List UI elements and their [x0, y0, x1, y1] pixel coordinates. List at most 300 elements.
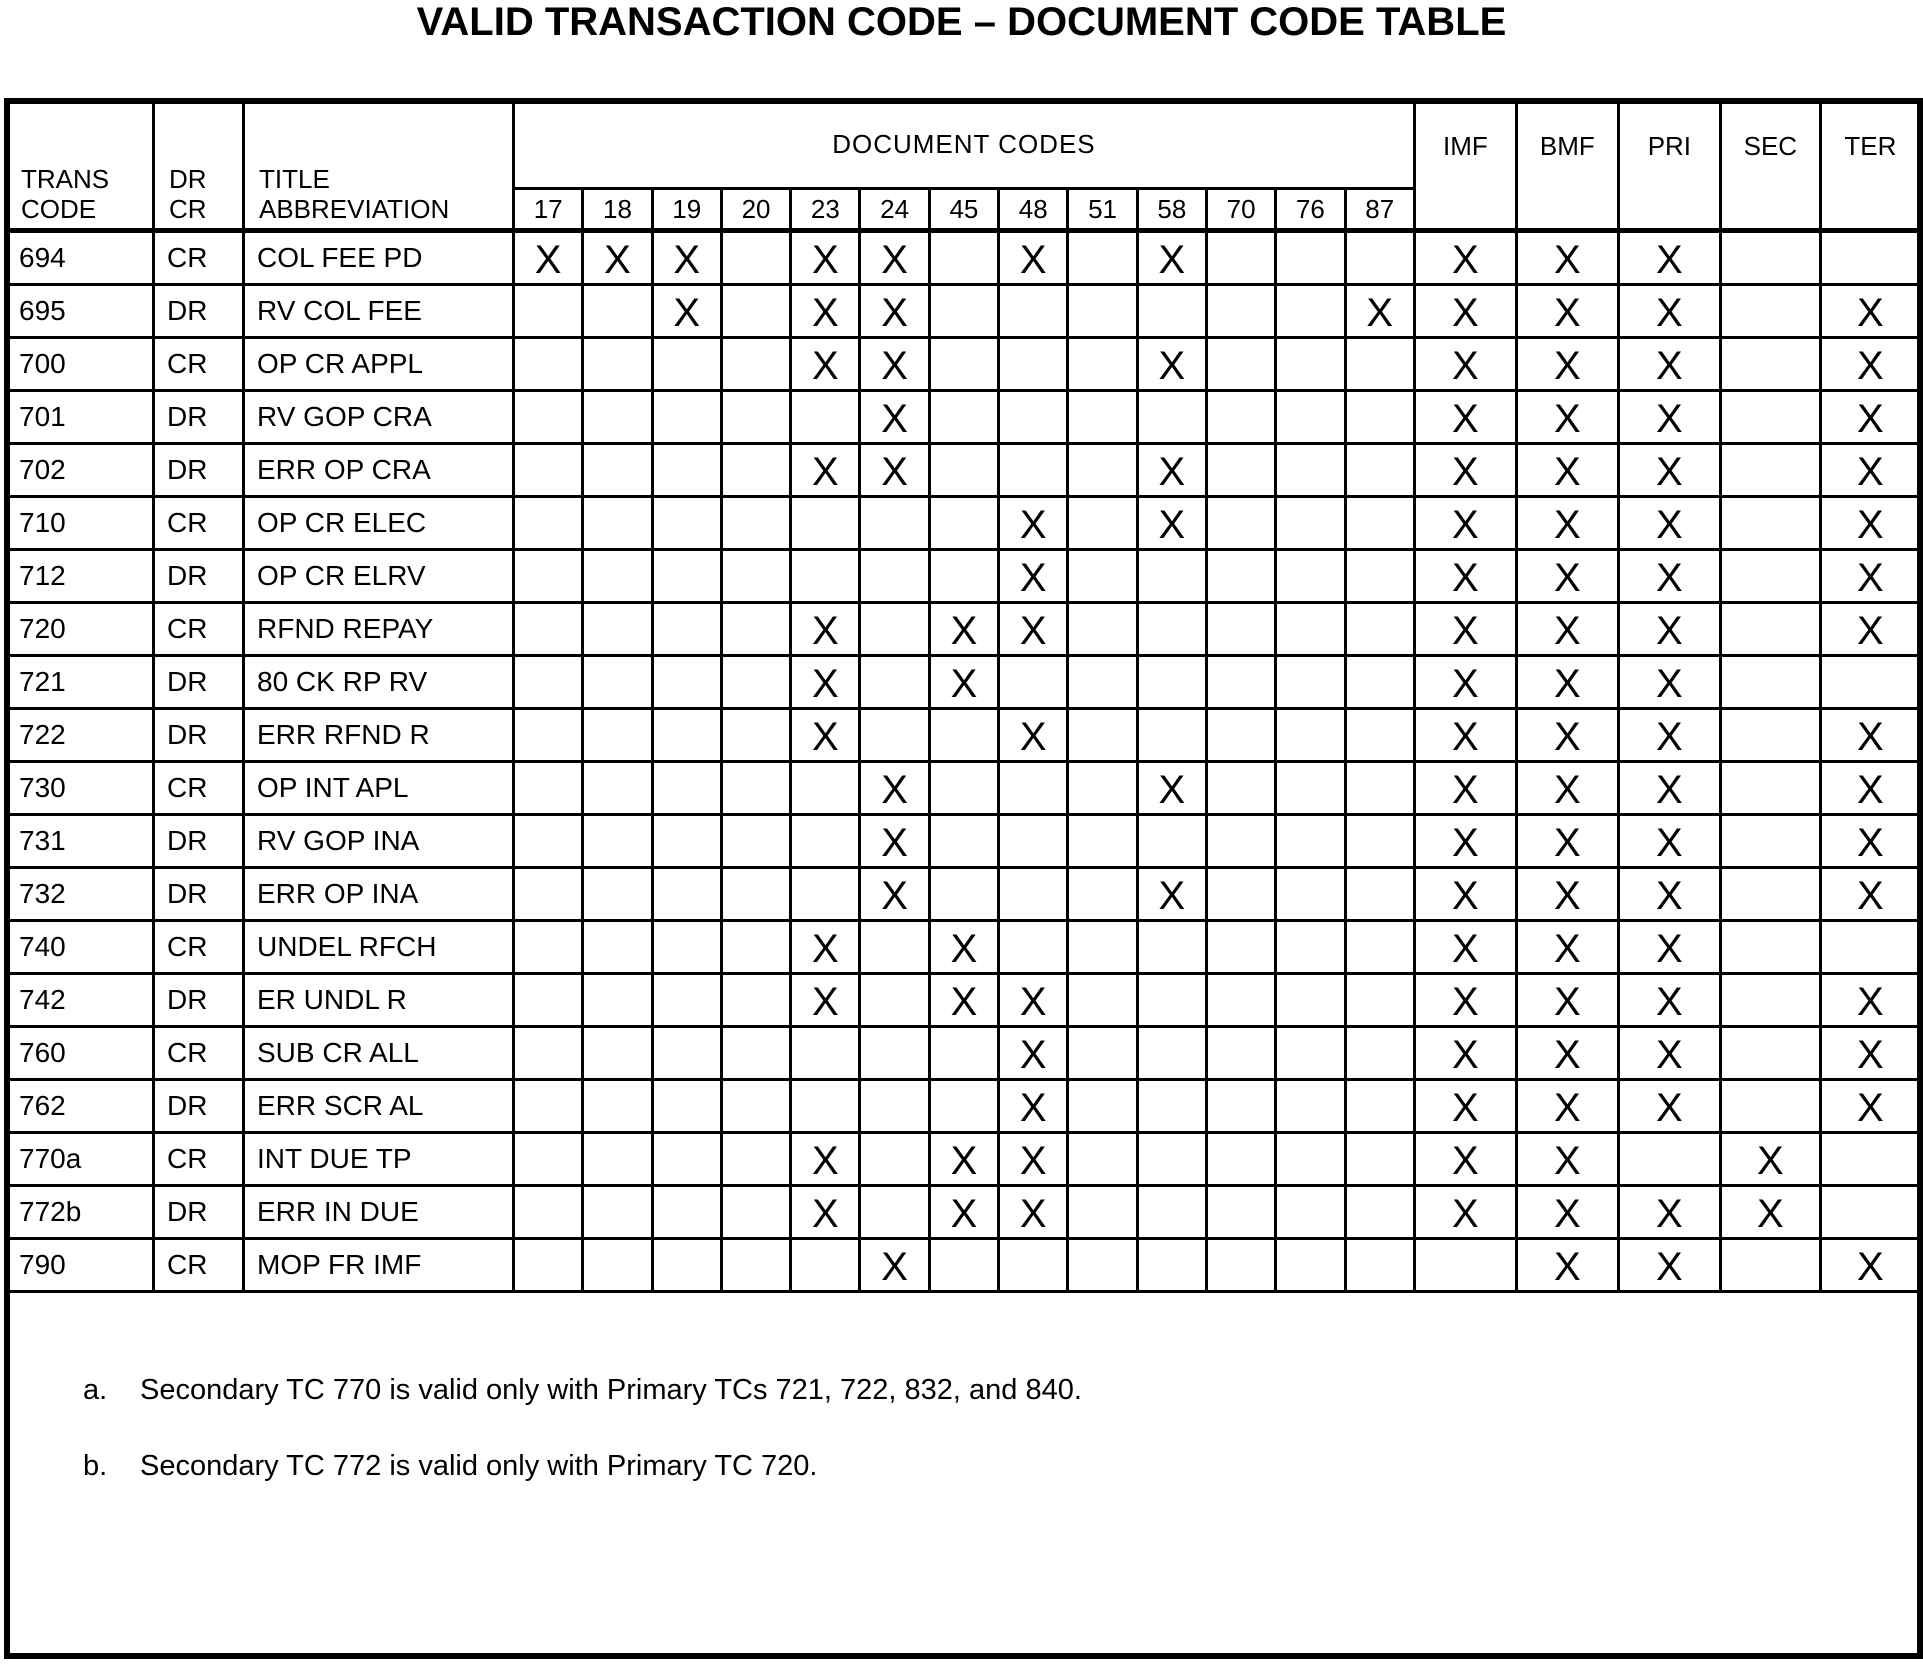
doc-code-18-cell — [583, 550, 652, 603]
doc-code-70-cell — [1206, 1239, 1275, 1292]
doc-code-76-cell — [1276, 1186, 1345, 1239]
header-doc-code: 17 — [514, 189, 583, 231]
imf-cell — [1414, 550, 1516, 603]
doc-code-17-cell — [514, 550, 583, 603]
doc-code-23-cell — [791, 391, 860, 444]
doc-code-76-cell — [1276, 1239, 1345, 1292]
table-row — [6, 1080, 1921, 1133]
x-mark: X — [881, 874, 908, 918]
doc-code-24-cell — [860, 444, 929, 497]
doc-code-23-cell — [791, 603, 860, 656]
doc-code-24-cell — [860, 338, 929, 391]
x-mark: X — [950, 609, 978, 653]
doc-code-24-cell — [860, 762, 929, 815]
doc-code-51-cell — [1068, 762, 1137, 815]
ter-cell — [1820, 1027, 1920, 1080]
imf-cell — [1414, 497, 1516, 550]
doc-code-70-cell — [1206, 1133, 1275, 1186]
dr-cr-cell: DR — [154, 709, 244, 762]
x-mark: X — [1158, 450, 1186, 494]
doc-code-48-cell — [999, 550, 1068, 603]
sec-cell — [1720, 444, 1820, 497]
x-mark: X — [1857, 556, 1884, 600]
title-abbreviation-cell: ERR IN DUE — [244, 1186, 514, 1239]
doc-code-51-cell — [1068, 1080, 1137, 1133]
doc-code-51-cell — [1068, 1186, 1137, 1239]
doc-code-48-cell — [999, 1186, 1068, 1239]
trans-code-cell: 712 — [6, 550, 154, 603]
x-mark: X — [881, 397, 908, 441]
x-mark: X — [1656, 980, 1683, 1024]
doc-code-19-cell — [652, 815, 721, 868]
doc-code-17-cell — [514, 497, 583, 550]
x-mark: X — [950, 1139, 978, 1183]
x-mark: X — [881, 768, 908, 812]
title-abbreviation-cell: RV COL FEE — [244, 285, 514, 338]
header-title-line1: TITLE — [259, 164, 330, 194]
dr-cr-cell: DR — [154, 444, 244, 497]
header-trans-code — [6, 100, 154, 231]
table-row — [6, 1186, 1921, 1239]
ter-cell — [1820, 497, 1920, 550]
title-abbreviation-cell: MOP FR IMF — [244, 1239, 514, 1292]
doc-code-18-cell — [583, 921, 652, 974]
doc-code-76-cell — [1276, 231, 1345, 285]
doc-code-17-cell — [514, 656, 583, 709]
doc-code-45-cell — [929, 974, 998, 1027]
bmf-cell — [1516, 762, 1618, 815]
doc-code-70-cell — [1206, 1186, 1275, 1239]
imf-cell — [1414, 338, 1516, 391]
sec-cell — [1720, 1080, 1820, 1133]
header-doc-code: 19 — [652, 189, 721, 231]
ter-cell — [1820, 231, 1920, 285]
doc-code-23-cell — [791, 338, 860, 391]
header-doc-code: 58 — [1137, 189, 1206, 231]
doc-code-58-cell — [1137, 1186, 1206, 1239]
x-mark: X — [1857, 344, 1884, 388]
doc-code-58-cell — [1137, 285, 1206, 338]
x-mark: X — [1554, 609, 1581, 653]
x-mark: X — [881, 821, 908, 865]
x-mark: X — [1857, 874, 1884, 918]
doc-code-48-cell — [999, 974, 1068, 1027]
doc-code-23-cell — [791, 1027, 860, 1080]
doc-code-76-cell — [1276, 550, 1345, 603]
doc-code-58-cell — [1137, 550, 1206, 603]
doc-code-48-cell — [999, 231, 1068, 285]
x-mark: X — [1452, 821, 1479, 865]
imf-cell — [1414, 1186, 1516, 1239]
x-mark: X — [1554, 450, 1581, 494]
x-mark: X — [1019, 609, 1047, 653]
doc-code-48-cell — [999, 1133, 1068, 1186]
doc-code-58-cell — [1137, 338, 1206, 391]
doc-code-20-cell — [721, 338, 790, 391]
doc-code-19-cell — [652, 285, 721, 338]
doc-code-20-cell — [721, 1080, 790, 1133]
ter-cell — [1820, 338, 1920, 391]
imf-cell — [1414, 656, 1516, 709]
doc-code-24-cell — [860, 815, 929, 868]
trans-code-cell: 732 — [6, 868, 154, 921]
x-mark: X — [1158, 768, 1186, 812]
ter-cell — [1820, 1239, 1920, 1292]
doc-code-24-cell — [860, 868, 929, 921]
doc-code-23-cell — [791, 1133, 860, 1186]
doc-code-70-cell — [1206, 231, 1275, 285]
x-mark: X — [811, 980, 839, 1024]
imf-cell — [1414, 921, 1516, 974]
doc-code-58-cell — [1137, 497, 1206, 550]
doc-code-87-cell — [1345, 815, 1414, 868]
doc-code-87-cell — [1345, 762, 1414, 815]
doc-code-17-cell — [514, 231, 583, 285]
x-mark: X — [604, 238, 631, 282]
doc-code-23-cell — [791, 709, 860, 762]
doc-code-48-cell — [999, 1080, 1068, 1133]
doc-code-45-cell — [929, 1133, 998, 1186]
doc-code-76-cell — [1276, 338, 1345, 391]
header-doc-code: 23 — [791, 189, 860, 231]
x-mark: X — [534, 238, 562, 282]
trans-code-cell: 772b — [6, 1186, 154, 1239]
bmf-cell — [1516, 497, 1618, 550]
doc-code-19-cell — [652, 231, 721, 285]
doc-code-58-cell — [1137, 603, 1206, 656]
page-title: VALID TRANSACTION CODE – DOCUMENT CODE TABLE — [416, 0, 1507, 44]
doc-code-51-cell — [1068, 603, 1137, 656]
doc-code-17-cell — [514, 338, 583, 391]
imf-cell — [1414, 1133, 1516, 1186]
ter-cell — [1820, 1186, 1920, 1239]
header-doc-code: 18 — [583, 189, 652, 231]
sec-cell — [1720, 231, 1820, 285]
doc-code-18-cell — [583, 391, 652, 444]
table-row — [6, 231, 1921, 285]
x-mark: X — [1857, 1033, 1884, 1077]
sec-cell — [1720, 1186, 1820, 1239]
imf-cell — [1414, 762, 1516, 815]
doc-code-17-cell — [514, 1133, 583, 1186]
doc-code-20-cell — [721, 497, 790, 550]
pri-cell — [1618, 285, 1720, 338]
x-mark: X — [1019, 1086, 1047, 1130]
doc-code-45-cell — [929, 1239, 998, 1292]
x-mark: X — [881, 291, 908, 335]
trans-code-cell: 740 — [6, 921, 154, 974]
footnote-text: Secondary TC 770 is valid only with Primary TCs 721, 722, 832, and 840. — [140, 1374, 1082, 1406]
x-mark: X — [1019, 1192, 1047, 1236]
doc-code-70-cell — [1206, 497, 1275, 550]
x-mark: X — [811, 1139, 839, 1183]
doc-code-20-cell — [721, 1186, 790, 1239]
doc-code-24-cell — [860, 1027, 929, 1080]
imf-cell — [1414, 868, 1516, 921]
trans-code-cell: 730 — [6, 762, 154, 815]
doc-code-24-cell — [860, 1133, 929, 1186]
doc-code-76-cell — [1276, 603, 1345, 656]
doc-code-70-cell — [1206, 603, 1275, 656]
doc-code-20-cell — [721, 285, 790, 338]
title-abbreviation-cell: COL FEE PD — [244, 231, 514, 285]
doc-code-87-cell — [1345, 285, 1414, 338]
doc-code-20-cell — [721, 921, 790, 974]
doc-code-17-cell — [514, 709, 583, 762]
title-abbreviation-cell: OP CR APPL — [244, 338, 514, 391]
title-abbreviation-cell: RV GOP CRA — [244, 391, 514, 444]
footnote-letter: a. — [83, 1374, 108, 1406]
header-doc-code: 48 — [999, 189, 1068, 231]
x-mark: X — [811, 715, 839, 759]
table-row — [6, 1133, 1921, 1186]
doc-code-70-cell — [1206, 550, 1275, 603]
doc-code-51-cell — [1068, 1027, 1137, 1080]
header-row-top — [6, 100, 1921, 189]
doc-code-76-cell — [1276, 1133, 1345, 1186]
bmf-cell — [1516, 550, 1618, 603]
x-mark: X — [1757, 1139, 1784, 1183]
x-mark: X — [1857, 450, 1884, 494]
x-mark: X — [1452, 662, 1479, 706]
trans-code-cell: 710 — [6, 497, 154, 550]
doc-code-76-cell — [1276, 497, 1345, 550]
doc-code-87-cell — [1345, 231, 1414, 285]
header-dr-cr-line2: CR — [169, 194, 207, 224]
doc-code-20-cell — [721, 656, 790, 709]
doc-code-58-cell — [1137, 974, 1206, 1027]
doc-code-45-cell — [929, 603, 998, 656]
doc-code-87-cell — [1345, 391, 1414, 444]
x-mark: X — [1019, 980, 1047, 1024]
x-mark: X — [811, 662, 839, 706]
x-mark: X — [1656, 503, 1683, 547]
doc-code-19-cell — [652, 338, 721, 391]
trans-code-cell: 702 — [6, 444, 154, 497]
x-mark: X — [1857, 715, 1884, 759]
doc-code-18-cell — [583, 709, 652, 762]
imf-cell — [1414, 391, 1516, 444]
table-row — [6, 815, 1921, 868]
header-doc-code: 76 — [1276, 189, 1345, 231]
title-abbreviation-cell: SUB CR ALL — [244, 1027, 514, 1080]
doc-code-19-cell — [652, 1080, 721, 1133]
doc-code-19-cell — [652, 762, 721, 815]
doc-code-23-cell — [791, 1186, 860, 1239]
doc-code-51-cell — [1068, 656, 1137, 709]
doc-code-45-cell — [929, 656, 998, 709]
x-mark: X — [1158, 503, 1186, 547]
header-doc-code: 24 — [860, 189, 929, 231]
doc-code-24-cell — [860, 550, 929, 603]
trans-code-cell: 731 — [6, 815, 154, 868]
sec-cell — [1720, 974, 1820, 1027]
doc-code-17-cell — [514, 391, 583, 444]
x-mark: X — [1554, 927, 1581, 971]
x-mark: X — [1554, 556, 1581, 600]
x-mark: X — [1857, 503, 1884, 547]
dr-cr-cell: CR — [154, 921, 244, 974]
x-mark: X — [1857, 609, 1884, 653]
pri-cell — [1618, 497, 1720, 550]
doc-code-23-cell — [791, 1239, 860, 1292]
doc-code-23-cell — [791, 550, 860, 603]
pri-cell — [1618, 444, 1720, 497]
pri-cell — [1618, 656, 1720, 709]
doc-code-19-cell — [652, 550, 721, 603]
doc-code-87-cell — [1345, 1080, 1414, 1133]
doc-code-18-cell — [583, 815, 652, 868]
doc-code-70-cell — [1206, 762, 1275, 815]
header-dr-cr — [154, 100, 244, 231]
doc-code-51-cell — [1068, 391, 1137, 444]
doc-code-58-cell — [1137, 391, 1206, 444]
x-mark: X — [1656, 768, 1683, 812]
x-mark: X — [811, 927, 839, 971]
header-bmf: BMF — [1516, 100, 1618, 231]
x-mark: X — [1452, 980, 1479, 1024]
doc-code-87-cell — [1345, 338, 1414, 391]
doc-code-58-cell — [1137, 1080, 1206, 1133]
doc-code-45-cell — [929, 1186, 998, 1239]
doc-code-19-cell — [652, 444, 721, 497]
doc-code-18-cell — [583, 1186, 652, 1239]
ter-cell — [1820, 1133, 1920, 1186]
x-mark: X — [1857, 1086, 1884, 1130]
doc-code-19-cell — [652, 868, 721, 921]
doc-code-20-cell — [721, 868, 790, 921]
pri-cell — [1618, 1186, 1720, 1239]
trans-code-cell: 790 — [6, 1239, 154, 1292]
header-sec: SEC — [1720, 100, 1820, 231]
doc-code-51-cell — [1068, 921, 1137, 974]
pri-cell — [1618, 1133, 1720, 1186]
doc-code-87-cell — [1345, 921, 1414, 974]
ter-cell — [1820, 815, 1920, 868]
x-mark: X — [1656, 1086, 1683, 1130]
doc-code-70-cell — [1206, 338, 1275, 391]
x-mark: X — [881, 450, 908, 494]
doc-code-70-cell — [1206, 1027, 1275, 1080]
doc-code-17-cell — [514, 815, 583, 868]
x-mark: X — [811, 238, 839, 282]
ter-cell — [1820, 656, 1920, 709]
header-pri: PRI — [1618, 100, 1720, 231]
x-mark: X — [1656, 1245, 1683, 1289]
dr-cr-cell: DR — [154, 285, 244, 338]
ter-cell — [1820, 391, 1920, 444]
table-row — [6, 762, 1921, 815]
doc-code-18-cell — [583, 868, 652, 921]
dr-cr-cell: CR — [154, 1133, 244, 1186]
x-mark: X — [1452, 556, 1479, 600]
x-mark: X — [1452, 397, 1479, 441]
bmf-cell — [1516, 815, 1618, 868]
doc-code-45-cell — [929, 1080, 998, 1133]
doc-code-45-cell — [929, 497, 998, 550]
x-mark: X — [1554, 1139, 1581, 1183]
x-mark: X — [1656, 344, 1683, 388]
x-mark: X — [811, 291, 839, 335]
imf-cell — [1414, 603, 1516, 656]
doc-code-48-cell — [999, 1239, 1068, 1292]
sec-cell — [1720, 338, 1820, 391]
doc-code-20-cell — [721, 815, 790, 868]
doc-code-76-cell — [1276, 974, 1345, 1027]
doc-code-19-cell — [652, 603, 721, 656]
doc-code-48-cell — [999, 1027, 1068, 1080]
doc-code-45-cell — [929, 285, 998, 338]
x-mark: X — [1554, 1033, 1581, 1077]
x-mark: X — [1452, 238, 1479, 282]
table-row — [6, 1027, 1921, 1080]
doc-code-48-cell — [999, 709, 1068, 762]
doc-code-20-cell — [721, 709, 790, 762]
table-row — [6, 603, 1921, 656]
sec-cell — [1720, 1239, 1820, 1292]
doc-code-87-cell — [1345, 1186, 1414, 1239]
table-row — [6, 338, 1921, 391]
x-mark: X — [1452, 344, 1479, 388]
doc-code-51-cell — [1068, 1239, 1137, 1292]
dr-cr-cell: CR — [154, 1239, 244, 1292]
sec-cell — [1720, 285, 1820, 338]
x-mark: X — [1452, 1086, 1479, 1130]
table-row — [6, 709, 1921, 762]
x-mark: X — [1452, 715, 1479, 759]
doc-code-58-cell — [1137, 231, 1206, 285]
x-mark: X — [811, 609, 839, 653]
ter-cell — [1820, 762, 1920, 815]
ter-cell — [1820, 550, 1920, 603]
doc-code-17-cell — [514, 762, 583, 815]
title-abbreviation-cell: INT DUE TP — [244, 1133, 514, 1186]
x-mark: X — [1554, 768, 1581, 812]
doc-code-17-cell — [514, 444, 583, 497]
title-abbreviation-cell: ERR RFND R — [244, 709, 514, 762]
x-mark: X — [1757, 1192, 1784, 1236]
doc-code-17-cell — [514, 1027, 583, 1080]
x-mark: X — [811, 1192, 839, 1236]
x-mark: X — [1857, 1245, 1884, 1289]
dr-cr-cell: DR — [154, 1080, 244, 1133]
doc-code-70-cell — [1206, 656, 1275, 709]
dr-cr-cell: CR — [154, 338, 244, 391]
x-mark: X — [1366, 291, 1394, 335]
x-mark: X — [1019, 1033, 1047, 1077]
x-mark: X — [1019, 503, 1047, 547]
ter-cell — [1820, 1080, 1920, 1133]
doc-code-76-cell — [1276, 391, 1345, 444]
table-row — [6, 550, 1921, 603]
trans-code-cell: 700 — [6, 338, 154, 391]
doc-code-51-cell — [1068, 497, 1137, 550]
doc-code-51-cell — [1068, 444, 1137, 497]
title-abbreviation-cell: OP CR ELEC — [244, 497, 514, 550]
x-mark: X — [881, 1245, 908, 1289]
pri-cell — [1618, 921, 1720, 974]
doc-code-51-cell — [1068, 1133, 1137, 1186]
pri-cell — [1618, 815, 1720, 868]
doc-code-87-cell — [1345, 603, 1414, 656]
x-mark: X — [1554, 1192, 1581, 1236]
x-mark: X — [1554, 662, 1581, 706]
doc-code-20-cell — [721, 231, 790, 285]
x-mark: X — [1452, 503, 1479, 547]
x-mark: X — [811, 450, 839, 494]
ter-cell — [1820, 921, 1920, 974]
x-mark: X — [1554, 715, 1581, 759]
